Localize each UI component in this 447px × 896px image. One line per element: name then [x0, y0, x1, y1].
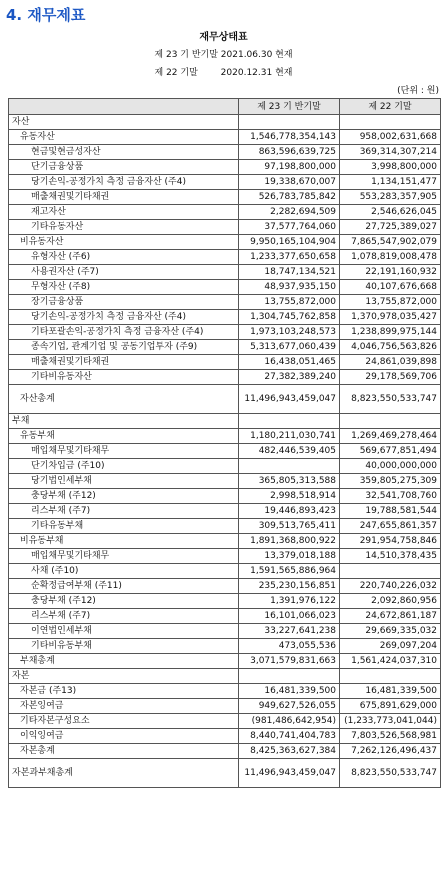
- value-prior: 8,823,550,533,747: [340, 759, 441, 788]
- row-label: 기타비유동부채: [9, 639, 239, 654]
- table-row: [9, 370, 441, 385]
- value-current: 13,379,018,188: [239, 549, 340, 564]
- value-current: 11,496,943,459,047: [239, 385, 340, 414]
- value-current: 13,755,872,000: [239, 295, 340, 310]
- value-prior: 269,097,204: [340, 639, 441, 654]
- value-prior: 1,370,978,035,427: [340, 310, 441, 325]
- table-row: [9, 160, 441, 175]
- table-row: [9, 130, 441, 145]
- row-label: 단기금융상품: [9, 160, 239, 175]
- value-prior: (1,233,773,041,044): [340, 714, 441, 729]
- value-prior: [340, 115, 441, 130]
- row-label: 매출채권및기타채권: [9, 355, 239, 370]
- row-label: 단기차입금 (주10): [9, 459, 239, 474]
- row-label: 리스부채 (주7): [9, 504, 239, 519]
- table-row: [9, 280, 441, 295]
- row-label: 자본: [9, 669, 239, 684]
- value-current: 1,546,778,354,143: [239, 130, 340, 145]
- table-row: [9, 414, 441, 429]
- row-label: 부채: [9, 414, 239, 429]
- value-current: 1,973,103,248,573: [239, 325, 340, 340]
- value-current: [239, 115, 340, 130]
- table-row: [9, 340, 441, 355]
- value-current: [239, 669, 340, 684]
- row-label: 자산: [9, 115, 239, 130]
- value-current: 19,446,893,423: [239, 504, 340, 519]
- table-row: [9, 714, 441, 729]
- row-label: 자본잉여금: [9, 699, 239, 714]
- period-current: 제 23 기 반기말 2021.06.30 현재: [154, 50, 293, 60]
- value-current: 1,391,976,122: [239, 594, 340, 609]
- value-prior: 40,000,000,000: [340, 459, 441, 474]
- row-label: 무형자산 (주8): [9, 280, 239, 295]
- row-label: 유동부채: [9, 429, 239, 444]
- value-prior: 3,998,800,000: [340, 160, 441, 175]
- value-current: 949,627,526,055: [239, 699, 340, 714]
- table-row: [9, 594, 441, 609]
- value-prior: 4,046,756,563,826: [340, 340, 441, 355]
- value-current: 27,382,389,240: [239, 370, 340, 385]
- header-label-col: [9, 99, 239, 115]
- value-current: 235,230,156,851: [239, 579, 340, 594]
- value-prior: 40,107,676,668: [340, 280, 441, 295]
- value-prior: 369,314,307,214: [340, 145, 441, 160]
- table-row: [9, 474, 441, 489]
- value-prior: 220,740,226,032: [340, 579, 441, 594]
- value-prior: 24,672,861,187: [340, 609, 441, 624]
- value-current: 9,950,165,104,904: [239, 235, 340, 250]
- value-prior: 7,262,126,496,437: [340, 744, 441, 759]
- value-current: 8,425,363,627,384: [239, 744, 340, 759]
- table-row: [9, 684, 441, 699]
- value-prior: 8,823,550,533,747: [340, 385, 441, 414]
- table-row: [9, 699, 441, 714]
- row-label: 이연법인세부채: [9, 624, 239, 639]
- table-row: [9, 220, 441, 235]
- value-current: 37,577,764,060: [239, 220, 340, 235]
- row-label: 재고자산: [9, 205, 239, 220]
- table-header-row: [9, 99, 441, 115]
- value-current: 18,747,134,521: [239, 265, 340, 280]
- value-prior: 29,669,335,032: [340, 624, 441, 639]
- value-prior: 1,238,899,975,144: [340, 325, 441, 340]
- row-label: 장기금융상품: [9, 295, 239, 310]
- table-row: [9, 325, 441, 340]
- value-current: 16,438,051,465: [239, 355, 340, 370]
- table-row: [9, 385, 441, 414]
- value-current: 482,446,539,405: [239, 444, 340, 459]
- header-prior-period: 제 22 기말: [340, 99, 441, 115]
- value-prior: 7,865,547,902,079: [340, 235, 441, 250]
- table-row: [9, 489, 441, 504]
- table-row: [9, 265, 441, 280]
- table-row: [9, 250, 441, 265]
- value-current: [239, 414, 340, 429]
- table-row: [9, 519, 441, 534]
- table-row: [9, 175, 441, 190]
- table-row: [9, 624, 441, 639]
- value-prior: 16,481,339,500: [340, 684, 441, 699]
- value-current: [239, 459, 340, 474]
- value-prior: 1,134,151,477: [340, 175, 441, 190]
- value-current: 5,313,677,060,439: [239, 340, 340, 355]
- value-current: 3,071,579,831,663: [239, 654, 340, 669]
- table-row: [9, 654, 441, 669]
- table-row: [9, 759, 441, 788]
- value-prior: 569,677,851,494: [340, 444, 441, 459]
- value-current: 97,198,800,000: [239, 160, 340, 175]
- table-row: [9, 235, 441, 250]
- value-prior: 29,178,569,706: [340, 370, 441, 385]
- value-prior: 19,788,581,544: [340, 504, 441, 519]
- value-current: 2,282,694,509: [239, 205, 340, 220]
- value-prior: 291,954,758,846: [340, 534, 441, 549]
- value-prior: 1,561,424,037,310: [340, 654, 441, 669]
- value-prior: 2,092,860,956: [340, 594, 441, 609]
- value-prior: 958,002,631,668: [340, 130, 441, 145]
- row-label: 당기손익-공정가치 측정 금융자산 (주4): [9, 310, 239, 325]
- table-row: [9, 115, 441, 130]
- value-prior: 13,755,872,000: [340, 295, 441, 310]
- value-prior: 1,078,819,008,478: [340, 250, 441, 265]
- row-label: 이익잉여금: [9, 729, 239, 744]
- value-prior: [340, 669, 441, 684]
- row-label: 매입채무및기타채무: [9, 444, 239, 459]
- value-current: 8,440,741,404,783: [239, 729, 340, 744]
- value-current: 863,596,639,725: [239, 145, 340, 160]
- table-row: [9, 145, 441, 160]
- row-label: 당기법인세부채: [9, 474, 239, 489]
- table-row: [9, 444, 441, 459]
- row-label: 비유동부채: [9, 534, 239, 549]
- value-prior: 247,655,861,357: [340, 519, 441, 534]
- value-prior: 14,510,378,435: [340, 549, 441, 564]
- row-label: 사채 (주10): [9, 564, 239, 579]
- document-title: 재무상태표: [199, 32, 248, 43]
- row-label: 매출채권및기타채권: [9, 190, 239, 205]
- value-current: 11,496,943,459,047: [239, 759, 340, 788]
- table-row: [9, 310, 441, 325]
- value-prior: [340, 414, 441, 429]
- row-label: 현금및현금성자산: [9, 145, 239, 160]
- table-row: [9, 639, 441, 654]
- row-label: 기타비유동자산: [9, 370, 239, 385]
- value-current: 1,233,377,650,658: [239, 250, 340, 265]
- value-prior: 2,546,626,045: [340, 205, 441, 220]
- row-label: 자본총계: [9, 744, 239, 759]
- row-label: 사용권자산 (주7): [9, 265, 239, 280]
- period-prior: 제 22 기말 2020.12.31 현재: [154, 68, 293, 78]
- table-row: [9, 190, 441, 205]
- value-current: 19,338,670,007: [239, 175, 340, 190]
- value-current: 365,805,313,588: [239, 474, 340, 489]
- value-current: (981,486,642,954): [239, 714, 340, 729]
- row-label: 유형자산 (주6): [9, 250, 239, 265]
- row-label: 충당부채 (주12): [9, 594, 239, 609]
- table-row: [9, 729, 441, 744]
- table-row: [9, 744, 441, 759]
- value-prior: 7,803,526,568,981: [340, 729, 441, 744]
- balance-sheet-table: [8, 98, 441, 788]
- value-current: 1,304,745,762,858: [239, 310, 340, 325]
- table-row: [9, 564, 441, 579]
- value-prior: 27,725,389,027: [340, 220, 441, 235]
- row-label: 순확정급여부채 (주11): [9, 579, 239, 594]
- unit-label: (단위 : 원): [397, 86, 439, 96]
- table-row: [9, 579, 441, 594]
- section-title: 4. 재무제표: [6, 6, 86, 24]
- value-current: 309,513,765,411: [239, 519, 340, 534]
- table-row: [9, 355, 441, 370]
- value-current: 33,227,641,238: [239, 624, 340, 639]
- table-row: [9, 504, 441, 519]
- row-label: 유동자산: [9, 130, 239, 145]
- row-label: 충당부채 (주12): [9, 489, 239, 504]
- row-label: 리스부채 (주7): [9, 609, 239, 624]
- row-label: 부채총계: [9, 654, 239, 669]
- value-prior: [340, 564, 441, 579]
- row-label: 기타유동자산: [9, 220, 239, 235]
- value-current: 473,055,536: [239, 639, 340, 654]
- row-label: 자산총계: [9, 385, 239, 414]
- row-label: 매입채무및기타채무: [9, 549, 239, 564]
- value-current: 526,783,785,842: [239, 190, 340, 205]
- table-row: [9, 609, 441, 624]
- value-prior: 359,805,275,309: [340, 474, 441, 489]
- table-row: [9, 429, 441, 444]
- value-current: 2,998,518,914: [239, 489, 340, 504]
- value-prior: 32,541,708,760: [340, 489, 441, 504]
- header-current-period: 제 23 기 반기말: [239, 99, 340, 115]
- value-current: 48,937,935,150: [239, 280, 340, 295]
- row-label: 자본과부채총계: [9, 759, 239, 788]
- row-label: 기타자본구성요소: [9, 714, 239, 729]
- row-label: 비유동자산: [9, 235, 239, 250]
- value-current: 1,591,565,886,964: [239, 564, 340, 579]
- table-row: [9, 205, 441, 220]
- row-label: 기타포괄손익-공정가치 측정 금융자산 (주4): [9, 325, 239, 340]
- row-label: 당기손익-공정가치 측정 금융자산 (주4): [9, 175, 239, 190]
- table-row: [9, 669, 441, 684]
- value-current: 16,101,066,023: [239, 609, 340, 624]
- row-label: 기타유동부채: [9, 519, 239, 534]
- value-current: 1,180,211,030,741: [239, 429, 340, 444]
- table-row: [9, 534, 441, 549]
- row-label: 종속기업, 관계기업 및 공동기업투자 (주9): [9, 340, 239, 355]
- value-current: 16,481,339,500: [239, 684, 340, 699]
- table-row: [9, 549, 441, 564]
- value-prior: 675,891,629,000: [340, 699, 441, 714]
- table-row: [9, 459, 441, 474]
- row-label: 자본금 (주13): [9, 684, 239, 699]
- table-row: [9, 295, 441, 310]
- value-prior: 553,283,357,905: [340, 190, 441, 205]
- value-prior: 1,269,469,278,464: [340, 429, 441, 444]
- value-prior: 24,861,039,898: [340, 355, 441, 370]
- value-current: 1,891,368,800,922: [239, 534, 340, 549]
- value-prior: 22,191,160,932: [340, 265, 441, 280]
